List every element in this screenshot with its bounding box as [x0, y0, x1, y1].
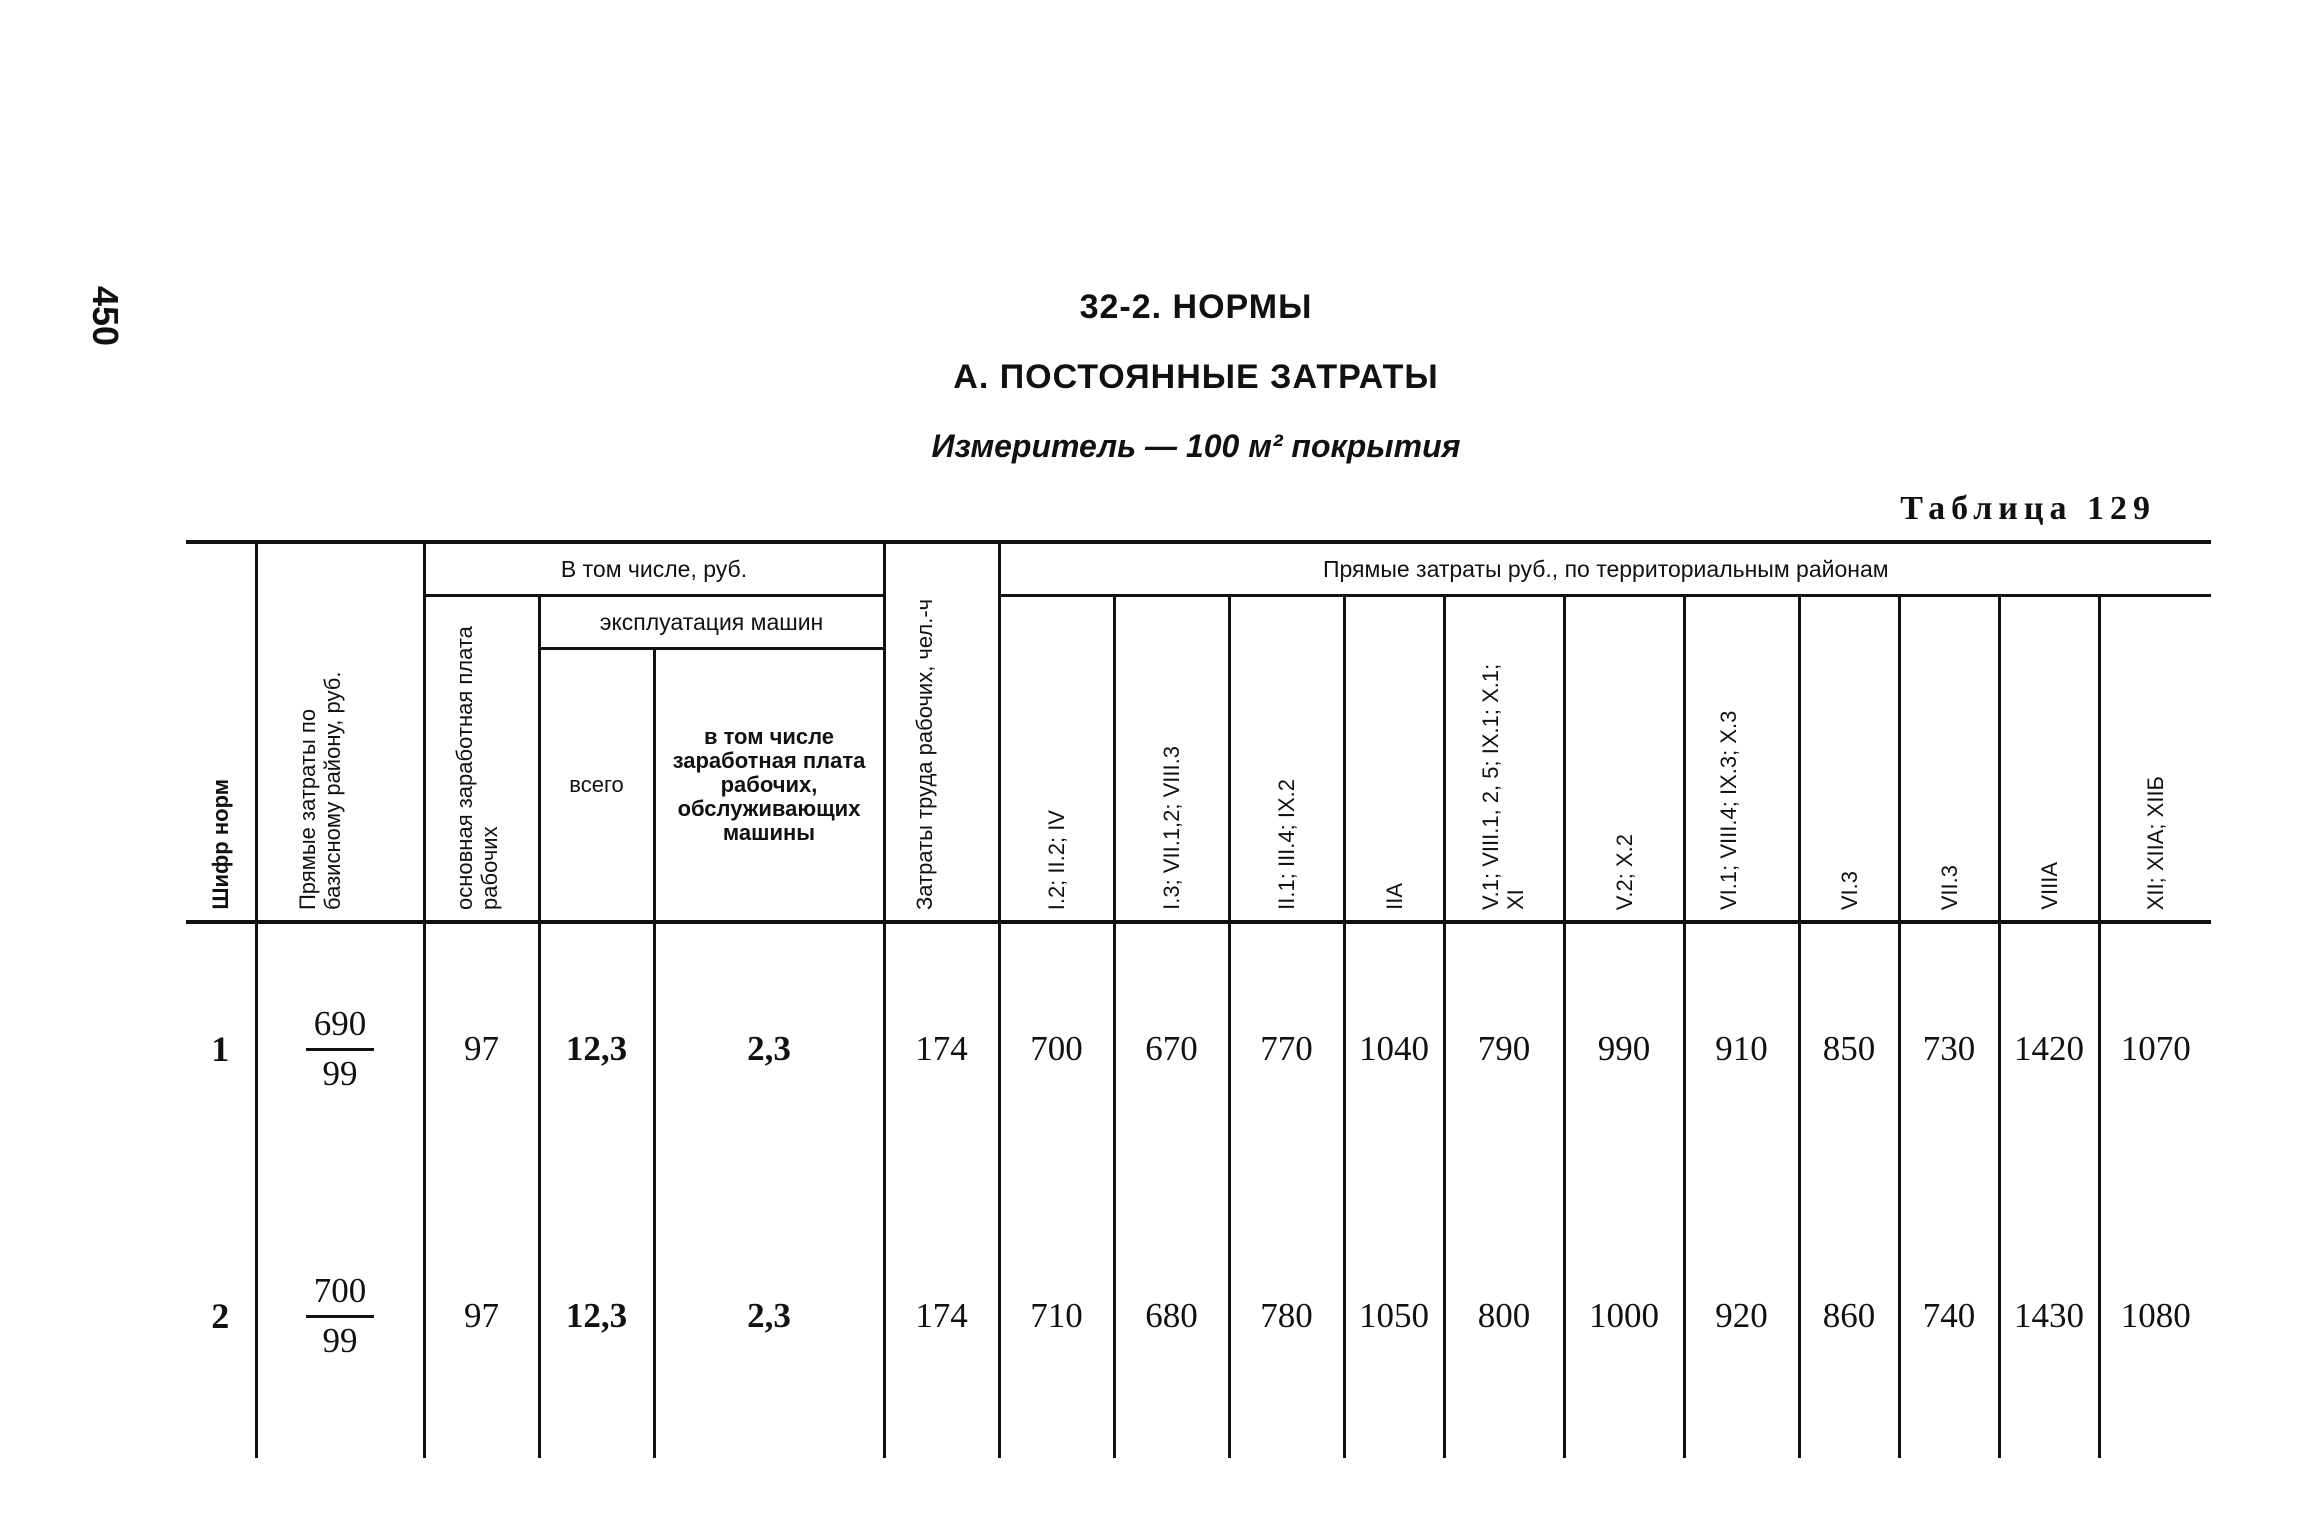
region-cell: 1430: [1999, 1173, 2099, 1458]
header-region-3: IIA: [1344, 596, 1444, 923]
header-region-6: VI.1; VIII.4; IX.3; X.3: [1684, 596, 1799, 923]
region-cell: 800: [1444, 1173, 1564, 1458]
direct-base-fraction: $\frac{690}{99}$: [256, 922, 424, 1173]
header-region-8: VII.3: [1899, 596, 1999, 923]
basic-wage-cell: 97: [424, 922, 539, 1173]
header-region-1: I.3; VII.1,2; VIII.3: [1114, 596, 1229, 923]
machine-total-cell: 12,3: [539, 922, 654, 1173]
machine-total-cell: 12,3: [539, 1173, 654, 1458]
region-cell: 700: [999, 922, 1114, 1173]
region-cell: 1050: [1344, 1173, 1444, 1458]
table-label: Таблица 129: [1900, 490, 2156, 527]
basic-wage-cell: 97: [424, 1173, 539, 1458]
labor-cell: 174: [884, 922, 999, 1173]
norms-table: [186, 540, 2211, 1458]
header-machine-total: всего: [539, 649, 654, 923]
header-region-10: XII; XIIA; XIIБ: [2099, 596, 2211, 923]
region-cell: 1070: [2099, 922, 2211, 1173]
region-cell: 670: [1114, 922, 1229, 1173]
section-title: 32-2. НОРМЫ: [1079, 288, 1313, 326]
header-region-4: V.1; VIII.1, 2, 5; IX.1; X.1; XI: [1444, 596, 1564, 923]
region-cell: 860: [1799, 1173, 1899, 1458]
region-cell: 1420: [1999, 922, 2099, 1173]
direct-base-fraction: $\frac{700}{99}$: [256, 1173, 424, 1458]
region-cell: 710: [999, 1173, 1114, 1458]
region-cell: 730: [1899, 922, 1999, 1173]
header-basic-wage: основная заработная плата рабочих: [424, 596, 539, 923]
region-cell: 740: [1899, 1173, 1999, 1458]
header-region-2: II.1; III.4; IX.2: [1229, 596, 1344, 923]
region-cell: 780: [1229, 1173, 1344, 1458]
header-regions-group: Прямые затраты руб., по территориальным районам: [999, 542, 2211, 596]
machine-wage-cell: 2,3: [654, 922, 884, 1173]
region-cell: 1040: [1344, 922, 1444, 1173]
header-region-9: VIIIA: [1999, 596, 2099, 923]
row-code: 2: [186, 1173, 256, 1458]
header-labor: Затраты труда рабочих, чел.-ч: [884, 542, 999, 922]
header-machine-group: эксплуатация машин: [539, 596, 884, 649]
region-cell: 910: [1684, 922, 1799, 1173]
header-region-5: V.2; X.2: [1564, 596, 1684, 923]
page-number: 450: [85, 286, 126, 347]
header-region-7: VI.3: [1799, 596, 1899, 923]
region-cell: 850: [1799, 922, 1899, 1173]
header-code: Шифр норм: [186, 542, 256, 922]
table-row: [186, 922, 2211, 1173]
region-cell: 1080: [2099, 1173, 2211, 1458]
header-direct-base: Прямые затраты по базисному району, руб.: [256, 542, 424, 922]
header-machine-wage: в том числе заработная плата рабочих, обслуживающих машины: [654, 649, 884, 923]
region-cell: 770: [1229, 922, 1344, 1173]
section-subtitle: А. ПОСТОЯННЫЕ ЗАТРАТЫ: [953, 358, 1439, 396]
header-region-0: I.2; II.2; IV: [999, 596, 1114, 923]
header-incl-group: В том числе, руб.: [424, 542, 884, 596]
table-row: [186, 1173, 2211, 1458]
region-cell: 680: [1114, 1173, 1229, 1458]
row-code: 1: [186, 922, 256, 1173]
region-cell: 990: [1564, 922, 1684, 1173]
measure-unit: Измеритель — 100 м² покрытия: [931, 428, 1461, 464]
labor-cell: 174: [884, 1173, 999, 1458]
region-cell: 1000: [1564, 1173, 1684, 1458]
region-cell: 920: [1684, 1173, 1799, 1458]
region-cell: 790: [1444, 922, 1564, 1173]
machine-wage-cell: 2,3: [654, 1173, 884, 1458]
